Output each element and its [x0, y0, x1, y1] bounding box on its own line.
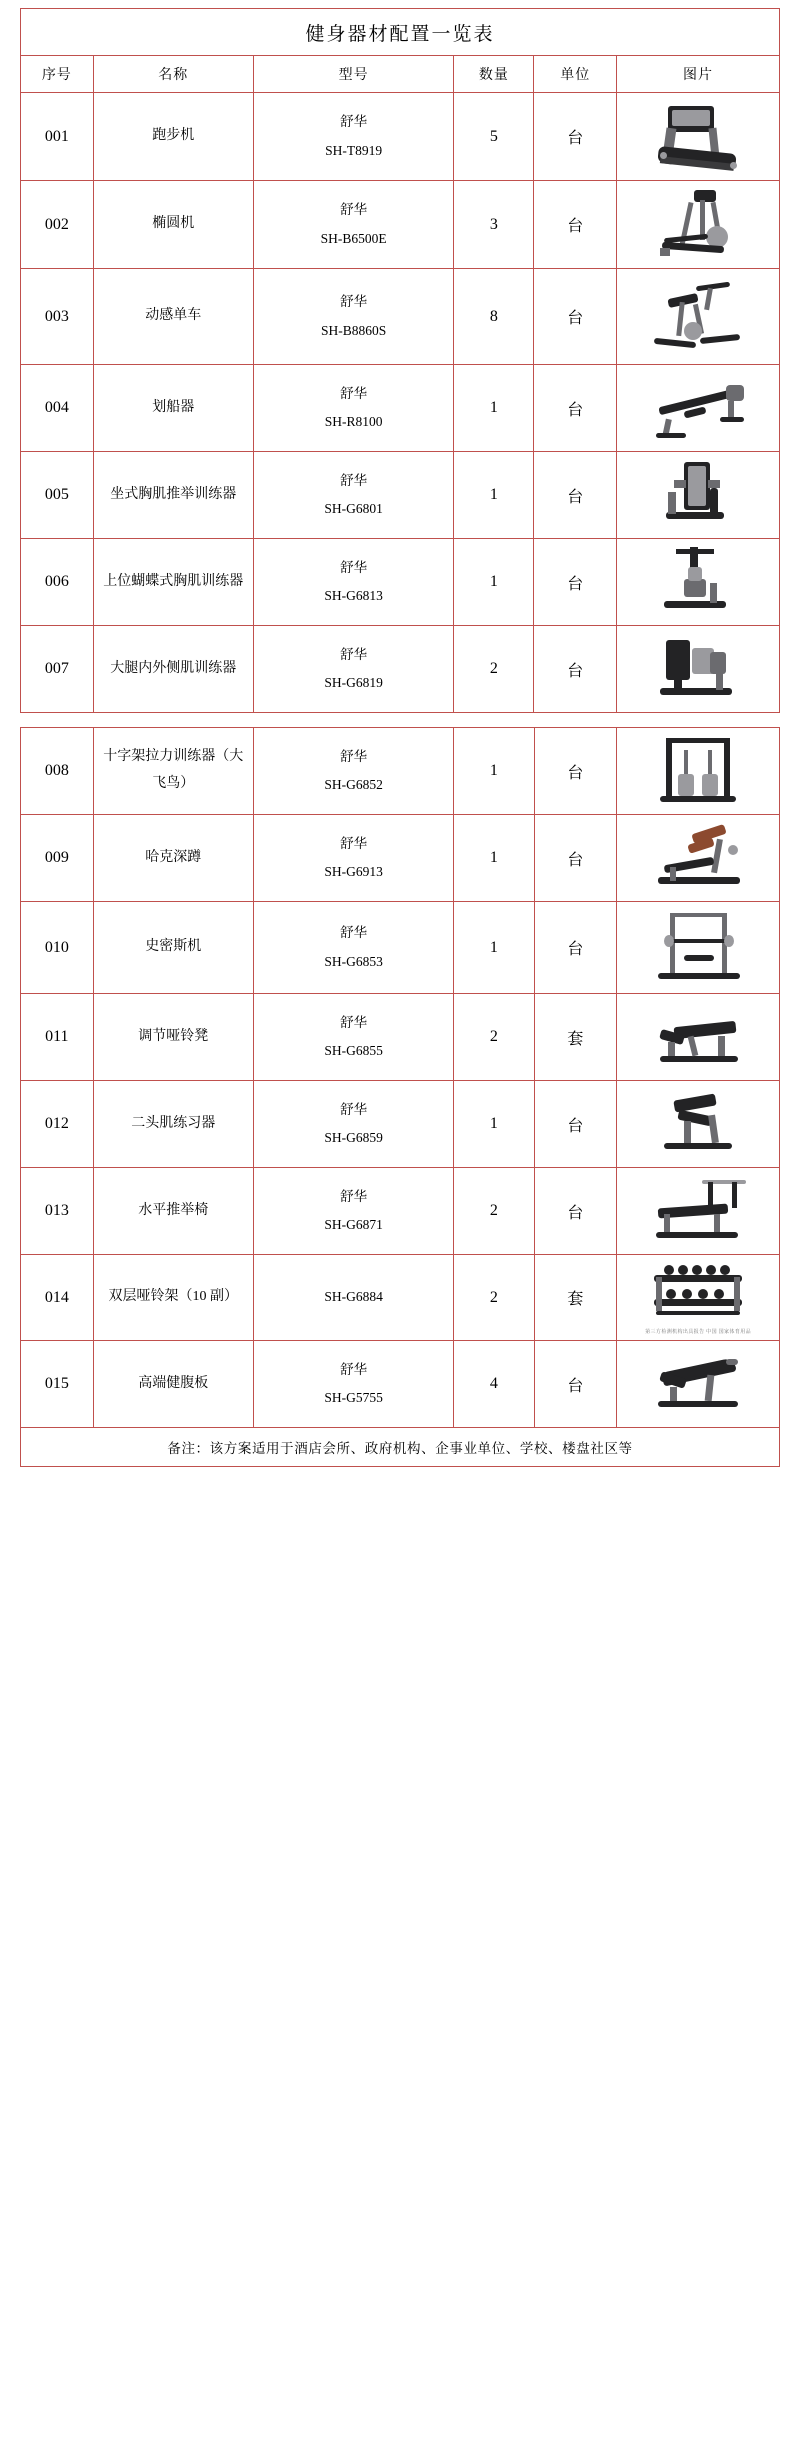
- model-brand: 舒华: [340, 559, 368, 575]
- row-no: 003: [21, 269, 94, 365]
- model-brand: 舒华: [340, 925, 368, 941]
- hack-squat-photo: [644, 819, 752, 897]
- row-picture: [617, 452, 780, 539]
- row-no: 011: [21, 994, 94, 1081]
- row-unit: 台: [534, 93, 617, 181]
- elliptical-photo: [644, 186, 752, 264]
- spin-bike-photo: [644, 278, 752, 356]
- row-unit: 台: [534, 365, 617, 452]
- row-qty: 3: [454, 181, 534, 269]
- row-qty: 8: [454, 269, 534, 365]
- row-model: [253, 181, 453, 269]
- model-code: SH-G6859: [324, 1130, 383, 1145]
- row-unit: 台: [534, 539, 617, 626]
- row-name: 史密斯机: [93, 902, 253, 994]
- row-name: 椭圆机: [93, 181, 253, 269]
- model-brand: 舒华: [340, 114, 368, 130]
- row-name: 动感单车: [93, 269, 253, 365]
- note-row: [21, 1428, 780, 1467]
- table-row: [21, 365, 780, 452]
- row-qty: 1: [454, 815, 534, 902]
- row-name: 跑步机: [93, 93, 253, 181]
- table-row: [21, 626, 780, 713]
- row-picture: [617, 1081, 780, 1168]
- model-code: SH-G6819: [324, 675, 383, 690]
- row-qty: 1: [454, 452, 534, 539]
- flat-bench-press-photo: [644, 1172, 752, 1250]
- model-brand: 舒华: [340, 646, 368, 662]
- table-row: [21, 1081, 780, 1168]
- row-model: [253, 1168, 453, 1255]
- row-name: 调节哑铃凳: [93, 994, 253, 1081]
- row-qty: 1: [454, 1081, 534, 1168]
- table-row: [21, 269, 780, 365]
- row-no: 007: [21, 626, 94, 713]
- row-qty: 4: [454, 1341, 534, 1428]
- table-row: [21, 539, 780, 626]
- header-row: [21, 56, 780, 93]
- row-model: [253, 1255, 453, 1341]
- row-no: 001: [21, 93, 94, 181]
- row-picture: [617, 365, 780, 452]
- row-picture: [617, 902, 780, 994]
- table-row: [21, 1341, 780, 1428]
- row-model: [253, 1341, 453, 1428]
- row-model: [253, 815, 453, 902]
- row-name: 高端健腹板: [93, 1341, 253, 1428]
- row-name: 二头肌练习器: [93, 1081, 253, 1168]
- row-qty: 2: [454, 1168, 534, 1255]
- row-picture: [617, 93, 780, 181]
- row-qty: 2: [454, 626, 534, 713]
- row-unit: 台: [534, 815, 617, 902]
- model-brand: 舒华: [340, 1101, 368, 1117]
- model-code: SH-G6852: [324, 777, 383, 792]
- row-picture: [617, 181, 780, 269]
- row-picture: [617, 539, 780, 626]
- table-row: [21, 728, 780, 815]
- row-qty: 1: [454, 728, 534, 815]
- model-brand: 舒华: [340, 385, 368, 401]
- table-row: [21, 93, 780, 181]
- row-no: 012: [21, 1081, 94, 1168]
- row-no: 010: [21, 902, 94, 994]
- row-unit: 台: [534, 269, 617, 365]
- row-name: 划船器: [93, 365, 253, 452]
- table-row: [21, 1168, 780, 1255]
- row-unit: 套: [534, 1255, 617, 1341]
- model-code: SH-G6871: [324, 1217, 383, 1232]
- row-no: 014: [21, 1255, 94, 1341]
- row-picture: [617, 269, 780, 365]
- row-qty: 2: [454, 1255, 534, 1341]
- row-model: [253, 626, 453, 713]
- picture-caption: 第三方检测机构出具报告 中国 国家体育用品: [645, 1330, 752, 1335]
- rower-photo: [644, 369, 752, 447]
- row-name: 大腿内外侧肌训练器: [93, 626, 253, 713]
- model-brand: 舒华: [340, 1361, 368, 1377]
- column-header-no: 序号: [21, 56, 94, 93]
- row-no: 006: [21, 539, 94, 626]
- model-code: SH-G6884: [324, 1289, 383, 1305]
- model-code: SH-B6500E: [320, 230, 387, 246]
- chest-press-photo: [644, 456, 752, 534]
- title-row: [21, 9, 780, 56]
- dumbbell-rack-photo: [644, 1261, 752, 1327]
- row-no: 015: [21, 1341, 94, 1428]
- row-picture: [617, 728, 780, 815]
- table-row: [21, 994, 780, 1081]
- table-row: [21, 902, 780, 994]
- model-code: SH-T8919: [325, 142, 383, 158]
- row-unit: 台: [534, 452, 617, 539]
- table-row: [21, 815, 780, 902]
- hip-abduction-photo: [644, 630, 752, 708]
- row-qty: 1: [454, 365, 534, 452]
- column-header-model: 型号: [253, 56, 453, 93]
- row-model: [253, 269, 453, 365]
- equipment-table-part2: [20, 727, 780, 1467]
- model-brand: 舒华: [340, 748, 368, 764]
- note-text: 备注：该方案适用于酒店会所、政府机构、企事业单位、学校、楼盘社区等: [21, 1428, 780, 1467]
- row-unit: 台: [534, 181, 617, 269]
- row-no: 005: [21, 452, 94, 539]
- row-unit: 台: [534, 728, 617, 815]
- row-unit: 套: [534, 994, 617, 1081]
- row-unit: 台: [534, 1168, 617, 1255]
- row-no: 004: [21, 365, 94, 452]
- model-code: SH-G5755: [324, 1390, 383, 1405]
- model-brand: 舒华: [340, 835, 368, 851]
- row-picture: [617, 626, 780, 713]
- row-qty: 1: [454, 902, 534, 994]
- row-model: [253, 365, 453, 452]
- row-model: [253, 452, 453, 539]
- row-qty: 5: [454, 93, 534, 181]
- row-picture: [617, 994, 780, 1081]
- table-row: [21, 452, 780, 539]
- table-row: [21, 1255, 780, 1341]
- row-name: 十字架拉力训练器（大飞鸟）: [93, 728, 253, 815]
- adjustable-bench-photo: [644, 998, 752, 1076]
- model-code: SH-R8100: [324, 414, 383, 429]
- row-qty: 2: [454, 994, 534, 1081]
- model-code: SH-G6801: [324, 501, 383, 516]
- row-no: 013: [21, 1168, 94, 1255]
- row-no: 002: [21, 181, 94, 269]
- model-brand: 舒华: [340, 472, 368, 488]
- row-model: [253, 93, 453, 181]
- biceps-curl-photo: [644, 1085, 752, 1163]
- row-model: [253, 1081, 453, 1168]
- row-model: [253, 994, 453, 1081]
- smith-machine-photo: [644, 909, 752, 987]
- row-name: 双层哑铃架（10 副）: [93, 1255, 253, 1341]
- row-unit: 台: [534, 1341, 617, 1428]
- model-brand: 舒华: [340, 1188, 368, 1204]
- column-header-qty: 数量: [454, 56, 534, 93]
- model-code: SH-G6913: [324, 864, 383, 879]
- row-picture: [617, 1168, 780, 1255]
- model-brand: 舒华: [340, 1014, 368, 1030]
- row-model: [253, 728, 453, 815]
- model-brand: 舒华: [340, 294, 368, 310]
- row-model: [253, 539, 453, 626]
- page-title: 健身器材配置一览表: [21, 9, 780, 56]
- row-no: 008: [21, 728, 94, 815]
- model-brand: 舒华: [340, 202, 368, 218]
- row-unit: 台: [534, 626, 617, 713]
- row-name: 坐式胸肌推举训练器: [93, 452, 253, 539]
- equipment-table-part1: [20, 8, 780, 713]
- column-header-unit: 单位: [534, 56, 617, 93]
- ab-bench-photo: [644, 1345, 752, 1423]
- column-header-name: 名称: [93, 56, 253, 93]
- row-unit: 台: [534, 902, 617, 994]
- row-name: 水平推举椅: [93, 1168, 253, 1255]
- model-code: SH-B8860S: [320, 322, 387, 338]
- row-picture: [617, 1341, 780, 1428]
- treadmill-photo: [644, 98, 752, 176]
- row-qty: 1: [454, 539, 534, 626]
- row-no: 009: [21, 815, 94, 902]
- row-picture: [617, 1255, 780, 1341]
- model-code: SH-G6813: [324, 588, 383, 603]
- model-code: SH-G6853: [324, 953, 383, 969]
- row-name: 上位蝴蝶式胸肌训练器: [93, 539, 253, 626]
- row-picture: [617, 815, 780, 902]
- row-unit: 台: [534, 1081, 617, 1168]
- column-header-pic: 图片: [617, 56, 780, 93]
- table-row: [21, 181, 780, 269]
- cable-crossover-photo: [644, 732, 752, 810]
- row-model: [253, 902, 453, 994]
- row-name: 哈克深蹲: [93, 815, 253, 902]
- model-code: SH-G6855: [324, 1043, 383, 1058]
- pec-fly-photo: [644, 543, 752, 621]
